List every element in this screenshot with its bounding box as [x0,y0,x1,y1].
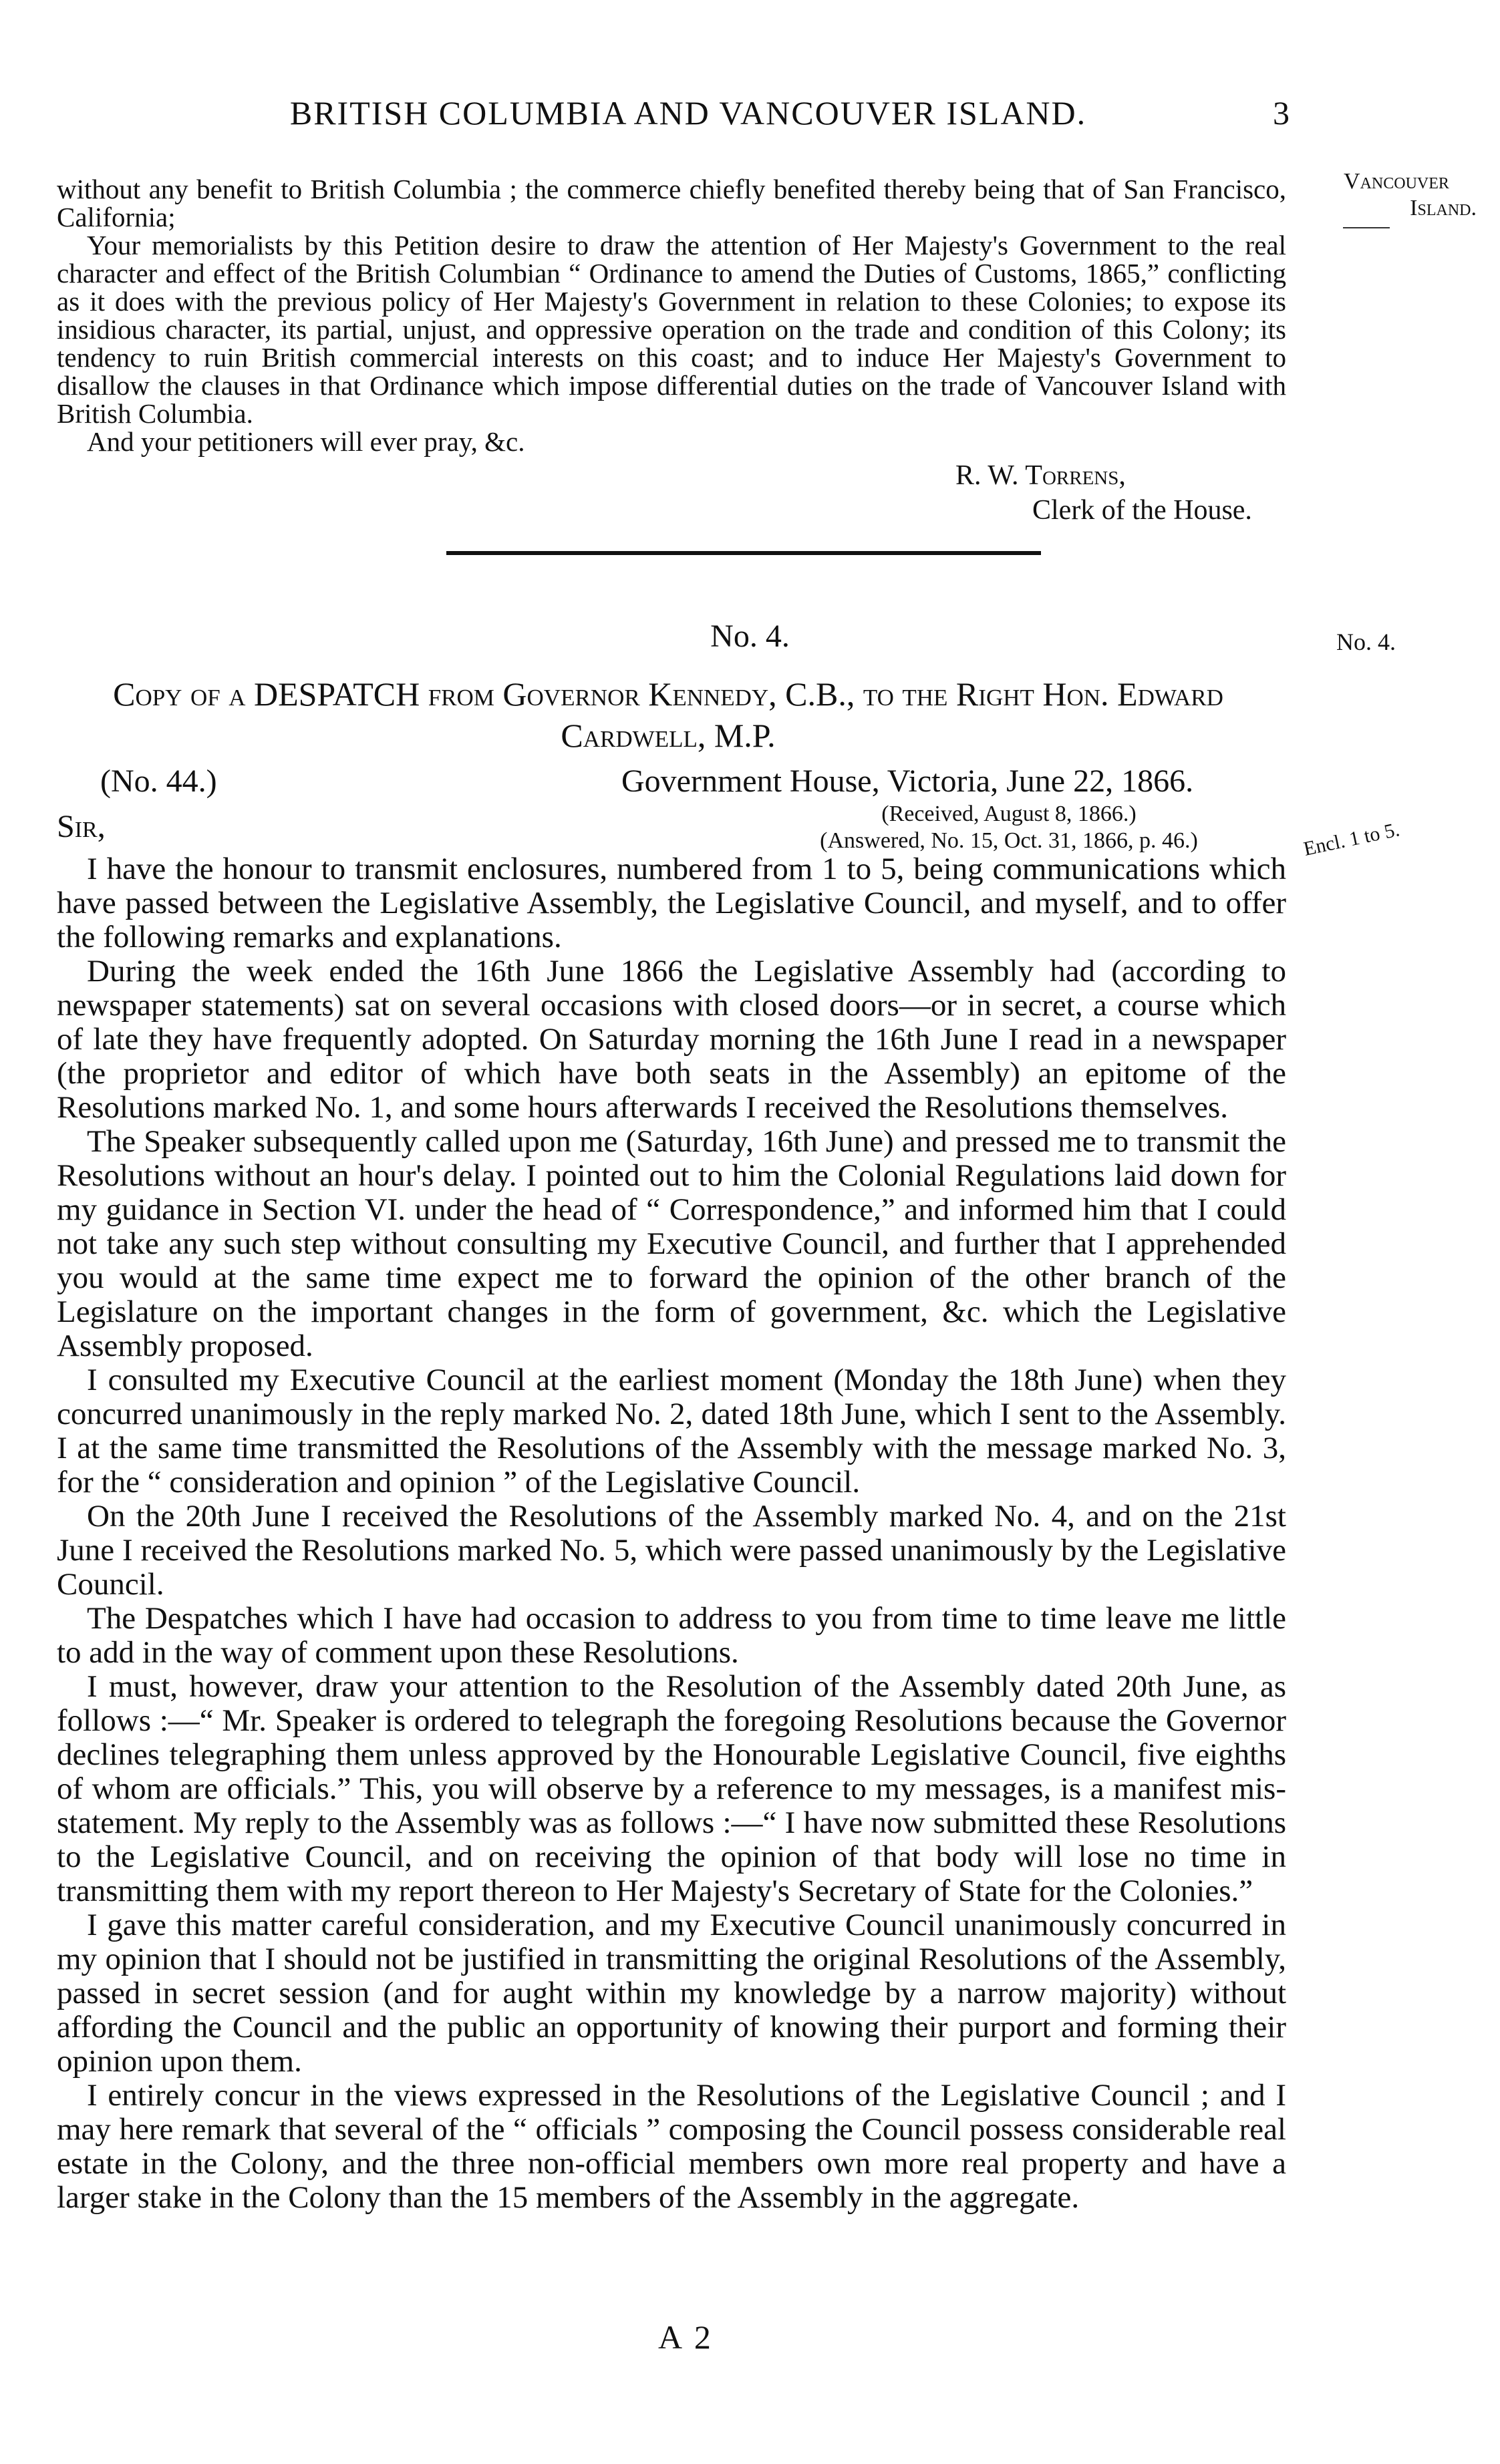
signature-name: R. W. Torrens, [955,460,1126,491]
despatch-paragraph: I must, however, draw your attention to the Resolution of the Assembly dated 20th June, as follows :—“ Mr. Speaker is ordered to telegraph the foregoing Resolutions because the Governor declines telegraphing them unless approved by the Honourable Legislative Council, five eighths of whom are officials.” This, you will observe by a reference to my messages, is a manifest mis-statement. My reply to the Assembly was as follows :—“ I have now submitted these Resolutions to the Legislative Council, and on receiving the opinion of that body will lose no time in transmitting them with my report thereon to Her Majesty's Secretary of State for the Colonies.” [57,1669,1286,1908]
received-note: (Received, August 8, 1866.) [881,802,1137,826]
petition-text [57,175,1286,456]
place-and-date: Government House, Victoria, June 22, 1866. [621,763,1194,799]
margin-note-enclosures: Encl. 1 to 5. [1302,818,1402,860]
despatch-paragraph: I have the honour to transmit enclosures, numbered from 1 to 5, being communications which have passed between the Legislative Assembly, the Legislative Council, and myself, and to offer the following remarks and explanations. [57,852,1286,954]
margin-note-vancouver-island [1296,168,1497,222]
despatch-paragraph: I entirely concur in the views expressed in the Resolutions of the Legislative Council ; and I may here remark that several of the “ officials ” composing the Council possess considerable real estate in the Colony, and the three non-official members own more real property and have a larger stake in the Colony than the 15 members of the Assembly in the aggregate. [57,2078,1286,2215]
petition-paragraph: Your memorialists by this Petition desire to draw the attention of Her Majesty's Government to the real character and effect of the British Columbian “ Ordinance to amend the Duties of Customs, 1865,” conflicting as it does with the previous policy of Her Majesty's Government in relation to these Colonies; to expose its insidious character, its partial, unjust, and oppressive operation on the trade and condition of this Colony; its tendency to ruin British commercial interests on this coast; and to induce Her Majesty's Government to disallow the clauses in that Ordinance which impose differential duties on the trade of Vancouver Island with British Columbia. [57,230,1286,429]
despatch-paragraph: On the 20th June I received the Resolutions of the Assembly marked No. 4, and on the 21st June I received the Resolutions marked No. 5, which were passed unanimously by the Legislative Council. [57,1499,1286,1602]
despatch-title [73,673,1263,756]
despatch-title-line: Cardwell, M.P. [561,717,776,754]
despatch-paragraph: I gave this matter careful consideration, and my Executive Council unanimously concurred in my opinion that I should not be justified in transmitting the original Resolutions of the Assembly, passed in secret session (and for aught within my knowledge by a narrow majority) without affording the Council and the public an opportunity of knowing their purport and forming their opinion upon them. [57,1908,1286,2079]
margin-note-line: Island. [1410,196,1477,220]
salutation: Sir, [57,809,106,844]
answered-note: (Answered, No. 15, Oct. 31, 1866, p. 46.) [820,828,1198,853]
despatch-paragraph: I consulted my Executive Council at the earliest moment (Monday the 18th June) when they concurred unanimously in the reply marked No. 2, dated 18th June, which I sent to the Assembly. I at the same time transmitted the Resolutions of the Assembly with the message marked No. 3, for the “ consideration and opinion ” of the Legislative Council. [57,1363,1286,1500]
margin-divider [1343,227,1390,228]
petition-paragraph: without any benefit to British Columbia ; the commerce chiefly benefited thereby being that of San Francisco, California; [57,174,1286,232]
despatch-body [57,852,1286,2215]
despatch-number: No. 4. [710,619,790,654]
margin-note-number: No. 4. [1336,629,1396,655]
signature-mark: A 2 [658,2318,714,2356]
despatch-paragraph: The Speaker subsequently called upon me (Saturday, 16th June) and pressed me to transmit the Resolutions without an hour's delay. I pointed out to him the Colonial Regulations laid down for my guidance in Section VI. under the head of “ Correspondence,” and informed him that I could not take any such step without consulting my Executive Council, and further that I apprehended you would at the same time expect me to forward the opinion of the other branch of the Legislature on the important changes in the form of government, &c. which the Legislative Assembly proposed. [57,1124,1286,1363]
despatch-paragraph: During the week ended the 16th June 1866 the Legislative Assembly had (according to newspaper statements) sat on several occasions with closed doors—or in secret, a course which of late they have frequently adopted. On Saturday morning the 16th June I read in a newspaper (the proprietor and editor of which have both seats in the Assembly) an epitome of the Resolutions marked No. 1, and some hours afterwards I received the Resolutions themselves. [57,954,1286,1125]
margin-note-line: Vancouver [1344,169,1449,194]
signature-title: Clerk of the House. [1032,495,1252,526]
petition-paragraph: And your petitioners will ever pray, &c. [87,426,525,457]
running-title: BRITISH COLUMBIA AND VANCOUVER ISLAND. [289,94,1087,132]
despatch-ref-number: (No. 44.) [100,763,217,799]
section-divider [446,551,1041,555]
despatch-paragraph: The Despatches which I have had occasion to address to you from time to time leave me little to add in the way of comment upon these Resolutions. [57,1601,1286,1670]
despatch-title-line: Copy of a DESPATCH from Governor Kennedy, C.B., to the Right Hon. Edward [113,675,1223,713]
page-number: 3 [1273,94,1290,132]
